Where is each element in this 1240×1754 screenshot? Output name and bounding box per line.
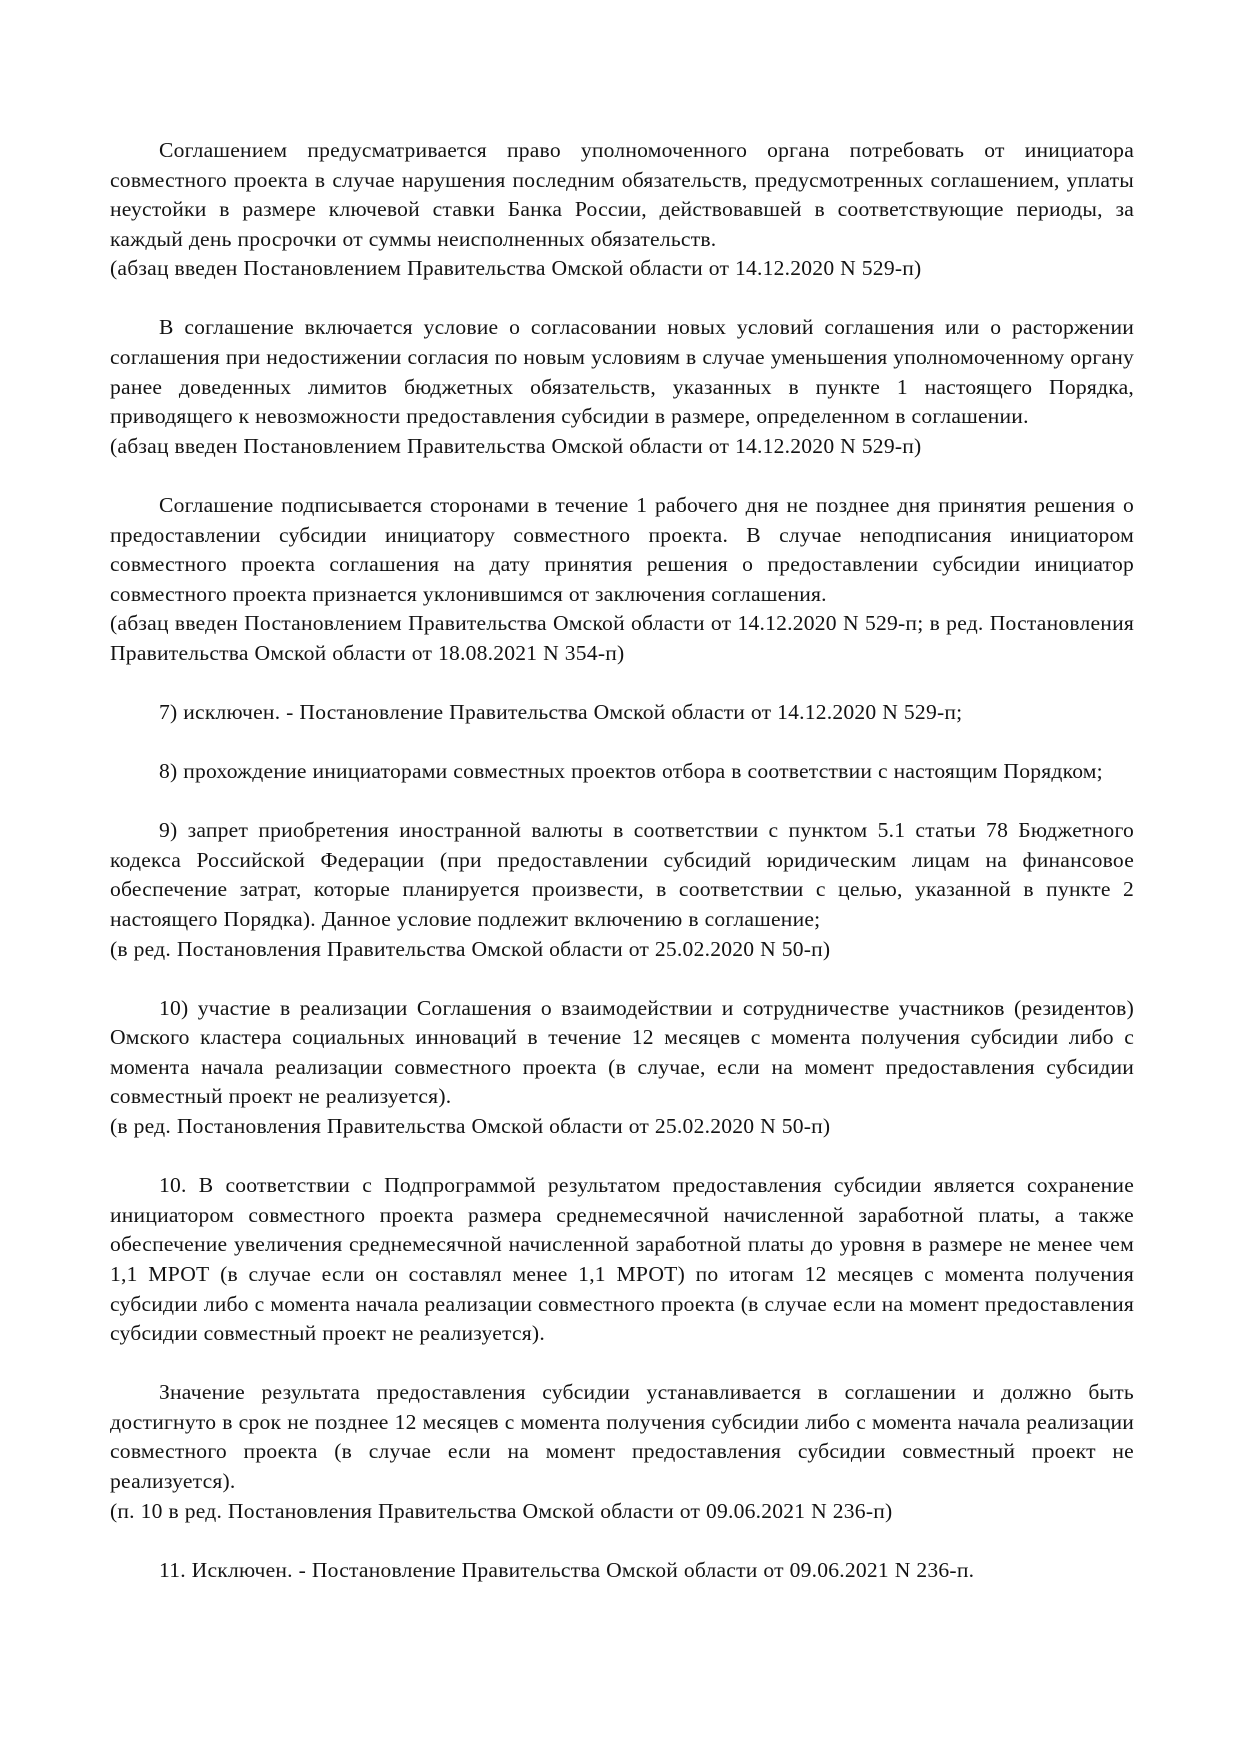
list-item-7: 7) исключен. - Постановление Правительства Омской области от 14.12.2020 N 529-п; — [159, 700, 963, 724]
document-text-body — [110, 136, 1134, 1585]
citation-529p-first: (абзац введен Постановлением Правительства Омской области от 14.12.2020 N 529-п) — [110, 256, 922, 281]
paragraph-spacer — [110, 1526, 1134, 1556]
paragraph-agreement-penalty: Соглашением предусматривается право уполномоченного органа потребовать от инициатора совместного проекта в случае нарушения последним обязательств, предусмотренных соглашением, уплаты неустойки в размере ключевой ставки Банка России, действовавшей в соответствующие периоды, за каждый день просрочки от суммы неисполненных обязательств. — [110, 138, 1134, 251]
clause-10-paragraph: 10. В соответствии с Подпрограммой результатом предоставления субсидии является сохранение инициатором совместного проекта размера среднемесячной начисленной заработной платы, а также обеспечение увеличения среднемесячной начисленной заработной платы до уровня в размере не менее чем 1,1 МРОТ (в случае если он составлял менее 1,1 МРОТ) по итогам 12 месяцев с момента получения субсидии либо с момента начала реализации совместного проекта (в случае если на момент предоставления субсидии совместный проект не реализуется). — [110, 1173, 1134, 1346]
list-item-8: 8) прохождение инициаторами совместных проектов отбора в соответствии с настоящим Порядком; — [159, 759, 1103, 784]
paragraph-spacer — [110, 964, 1134, 994]
paragraph-spacer — [110, 461, 1134, 491]
citation-236p-first: (п. 10 в ред. Постановления Правительства Омской области от 09.06.2021 N 236-п) — [110, 1498, 893, 1523]
clause-10-second-paragraph: Значение результата предоставления субсидии устанавливается в соглашении и должно быть достигнуто в срок не позднее 12 месяцев с момента получения субсидии либо с момента начала реализации совместного проекта (в случае если на момент предоставления субсидии совместный проект не реализуется). — [110, 1380, 1134, 1493]
paragraph-spacer — [110, 669, 1134, 699]
citation-50p-second: (в ред. Постановления Правительства Омской области от 25.02.2020 N 50-п) — [110, 1114, 831, 1139]
list-item-10: 10) участие в реализации Соглашения о взаимодействии и сотрудничестве участников (резидентов) Омского кластера социальных инноваций в течение 12 месяцев с момента получения субсидии либо с момента начала реализации совместного проекта (в случае, если на момент предоставления субсидии совместный проект не реализуется). — [110, 995, 1134, 1109]
clause-11-paragraph: 11. Исключен. - Постановление Правительства Омской области от 09.06.2021 N 236-п. — [159, 1557, 975, 1582]
paragraph-spacer — [110, 728, 1134, 758]
paragraph-signing-term: Соглашение подписывается сторонами в течение 1 рабочего дня не позднее дня принятия решения о предоставлении субсидии инициатору совместного проекта. В случае неподписания инициатором совместного проекта соглашения на дату принятия решения о предоставлении субсидии инициатор совместного проекта признается уклонившимся от заключения соглашения. — [110, 492, 1134, 606]
list-item-9: 9) запрет приобретения иностранной валюты в соответствии с пунктом 5.1 статьи 78 Бюджетного кодекса Российской Федерации (при предоставлении субсидий юридическим лицам на финансовое обеспечение затрат, которые планируется произвести, в соответствии с целью, указанной в пункте 2 настоящего Порядка). Данное условие подлежит включению в соглашение; — [110, 818, 1134, 931]
paragraph-spacer — [110, 284, 1134, 314]
paragraph-spacer — [110, 1349, 1134, 1379]
paragraph-spacer — [110, 1142, 1134, 1172]
citation-529p-354p: (абзац введен Постановлением Правительства Омской области от 14.12.2020 N 529-п; в ред. Постановления Правительства Омской области от 18.08.2021 N 354-п) — [110, 611, 1134, 665]
paragraph-spacer — [110, 787, 1134, 817]
paragraph-new-conditions: В соглашение включается условие о согласовании новых условий соглашения или о расторжении соглашения при недостижении согласия по новым условиям в случае уменьшения уполномоченному органу ранее доведенных лимитов бюджетных обязательств, указанных в пункте 1 настоящего Порядка, приводящего к невозможности предоставления субсидии в размере, определенном в соглашении. — [110, 315, 1134, 429]
citation-50p-first: (в ред. Постановления Правительства Омской области от 25.02.2020 N 50-п) — [110, 936, 831, 961]
citation-529p-second: (абзац введен Постановлением Правительства Омской области от 14.12.2020 N 529-п) — [110, 433, 922, 458]
